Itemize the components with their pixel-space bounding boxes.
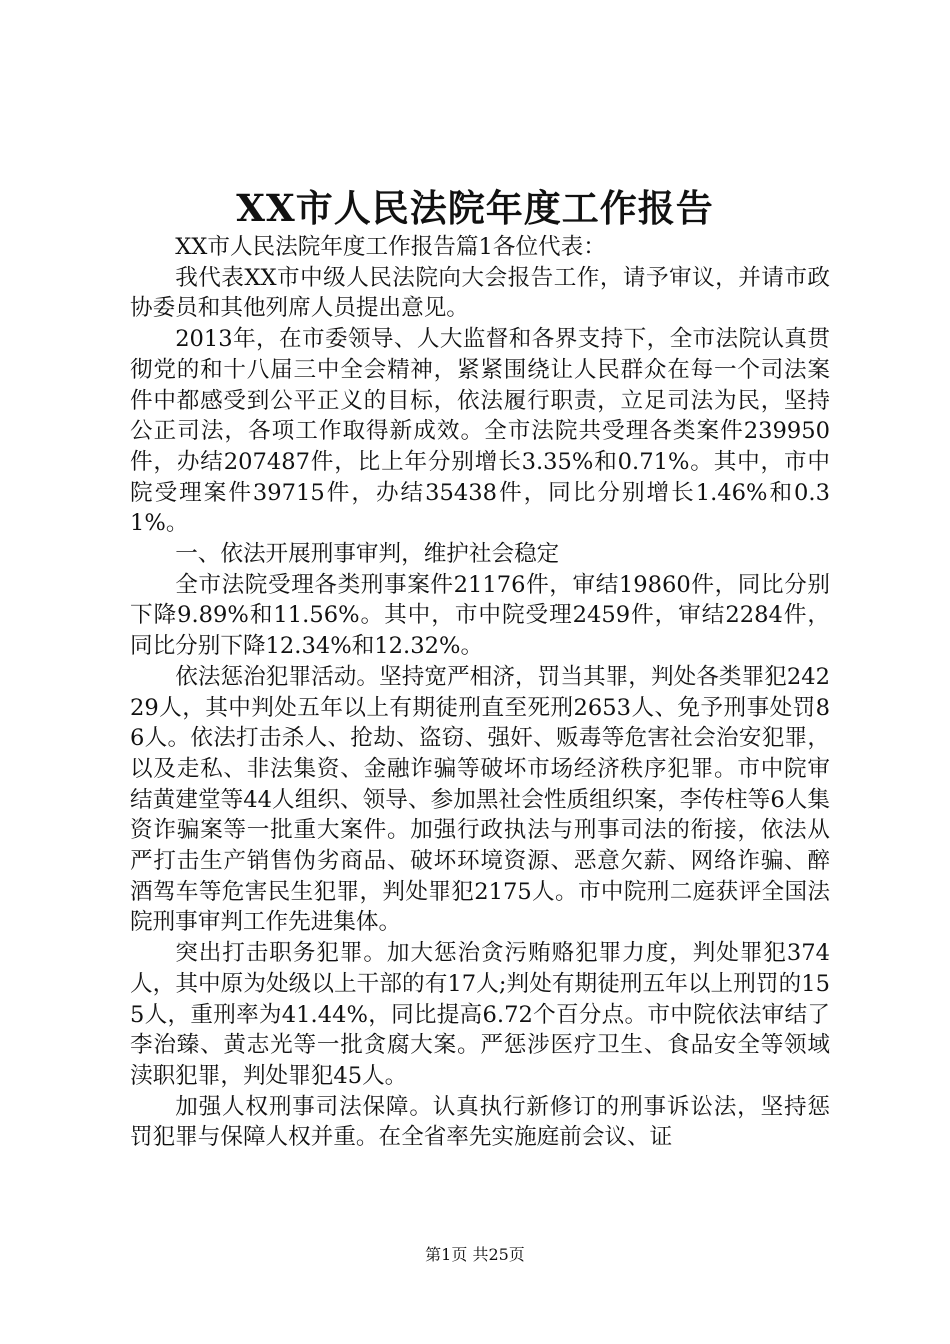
paragraph-duty-crime: 突出打击职务犯罪。加大惩治贪污贿赂犯罪力度，判处罪犯374人，其中原为处级以上干部的有17人;判处有期徒刑五年以上刑罚的155人，重刑率为41.44%，同比提高6.72个百分点。市中院依法审结了李治臻、黄志光等一批贪腐大案。严惩涉医疗卫生、食品安全等领域渎职犯罪，判处罪犯45人。 (130, 940, 830, 1089)
paragraph-punish-crime: 依法惩治犯罪活动。坚持宽严相济，罚当其罪，判处各类罪犯24229人，其中判处五年以上有期徒刑直至死刑2653人、免予刑事处罚86人。依法打击杀人、抢劫、盗窃、强奸、贩毒等危害社会治安犯罪，以及走私、非法集资、金融诈骗等破坏市场经济秩序犯罪。市中院审结黄建堂等44人组织、领导、参加黑社会性质组织案，李传柱等6人集资诈骗案等一批重大案件。加强行政执法与刑事司法的衔接，依法从严打击生产销售伪劣商品、破坏环境资源、恶意欠薪、网络诈骗、醉酒驾车等危害民生犯罪，判处罪犯2175人。市中院刑二庭获评全国法院刑事审判工作先进集体。 (130, 663, 830, 936)
paragraph-overview: 2013年，在市委领导、人大监督和各界支持下，全市法院认真贯彻党的和十八届三中全会精神，紧紧围绕让人民群众在每一个司法案件中都感受到公平正义的目标，依法履行职责，立足司法为民，坚持公正司法，各项工作取得新成效。全市法院共受理各类案件239950件，办结207487件，比上年分别增长3.35%和0.71%。其中，市中院受理案件39715件，办结35438件，同比分别增长1.46%和0.31%。 (130, 326, 830, 537)
paragraph-criminal-stats: 全市法院受理各类刑事案件21176件，审结19860件，同比分别下降9.89%和11.56%。其中，市中院受理2459件，审结2284件，同比分别下降12.34%和12.32%。 (130, 571, 830, 660)
paragraph-greeting: XX市人民法院年度工作报告篇1各位代表： (175, 234, 606, 260)
document-body (130, 232, 830, 1153)
paragraph-human-rights: 加强人权刑事司法保障。认真执行新修订的刑事诉讼法，坚持惩罚犯罪与保障人权并重。在全省率先实施庭前会议、证 (130, 1093, 830, 1151)
document-title: XX市人民法院年度工作报告 (236, 186, 714, 230)
paragraph-intro: 我代表XX市中级人民法院向大会报告工作，请予审议，并请市政协委员和其他列席人员提出意见。 (130, 264, 830, 322)
section-heading-criminal-trial: 一、依法开展刑事审判，维护社会稳定 (175, 541, 560, 568)
page-footer: 第1页 共25页 (425, 1245, 525, 1264)
